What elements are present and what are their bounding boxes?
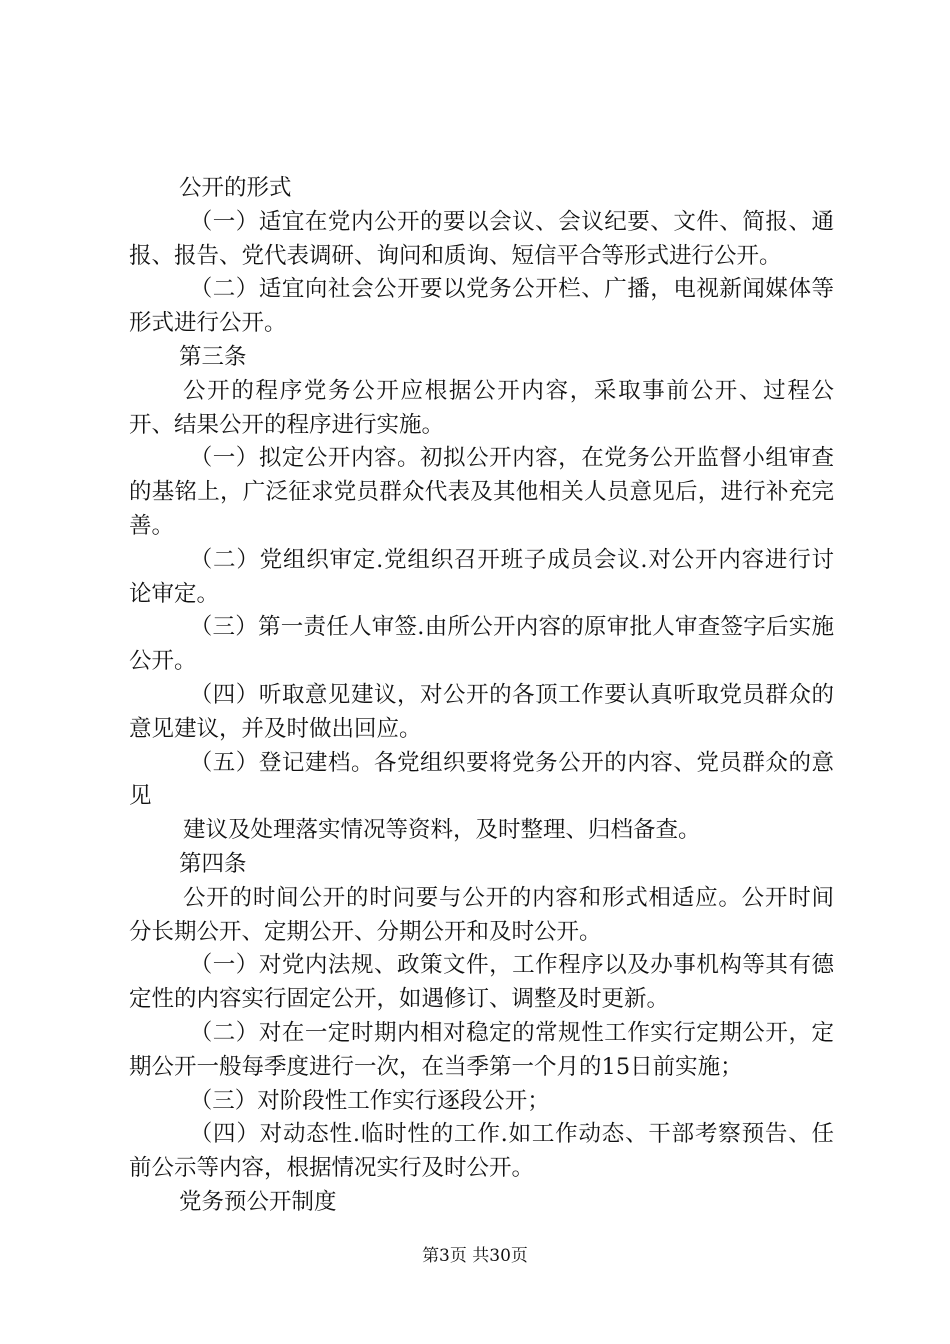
section-heading-prepublic: 党务预公开制度 <box>179 1188 337 1215</box>
paragraph: （四）听取意见建议，对公开的各顶工作要认真听取党员群众的意见建议，并及时做出回应。 <box>129 681 834 742</box>
paragraph: （三）第一责任人审签.由所公开内容的原审批人审查签字后实施公开。 <box>129 614 834 675</box>
section-heading-form: 公开的形式 <box>179 175 292 201</box>
paragraph: （二）对在一定时期内相对稳定的常规性工作实行定期公开，定期公开一般每季度进行一次，在当季第一个月的15日前实施； <box>129 1019 834 1080</box>
article-heading-4: 第四条 <box>179 850 247 877</box>
paragraph: （五）登记建档。各党组织要将党务公开的内容、党员群众的意见 <box>129 749 834 810</box>
paragraph: 公开的程序党务公开应根据公开内容，采取事前公开、过程公开、结果公开的程序进行实施。 <box>129 377 834 438</box>
document-body <box>129 172 834 1220</box>
paragraph: （一）对党内法规、政策文件，工作程序以及办事机构等其有德定性的内容实行固定公开，如遇修订、调整及时更新。 <box>129 952 834 1013</box>
paragraph: （一）适宜在党内公开的要以会议、会议纪要、文件、简报、通报、报告、党代表调研、询问和质询、短信平合等形式进行公开。 <box>129 208 834 269</box>
paragraph: （二）适宜向社会公开要以党务公开栏、广播，电视新闻媒体等形式进行公开。 <box>129 276 834 337</box>
paragraph: 公开的时间公开的时问要与公开的内容和形式相适应。公开时间分长期公开、定期公开、分期公开和及时公开。 <box>129 884 834 945</box>
article-heading-3: 第三条 <box>179 343 247 370</box>
page-number-footer: 第3页 共30页 <box>422 1246 528 1266</box>
paragraph: （一）拟定公开内容。初拟公开内容，在党务公开监督小组审查的基铭上，广泛征求党员群众代表及其他相关人员意见后，进行补充完善。 <box>129 445 834 539</box>
paragraph: （三）对阶段性工作实行逐段公开； <box>189 1087 550 1114</box>
paragraph: （二）党组织审定.党组织召开班子成员会议.对公开内容进行讨论审定。 <box>129 546 834 607</box>
paragraph: （四）对动态性.临时性的工作.如工作动态、干部考察预告、任前公示等内容，根据情况实行及时公开。 <box>129 1121 834 1182</box>
paragraph: 建议及处理落实情况等资料，及时整理、归档备查。 <box>183 817 701 844</box>
